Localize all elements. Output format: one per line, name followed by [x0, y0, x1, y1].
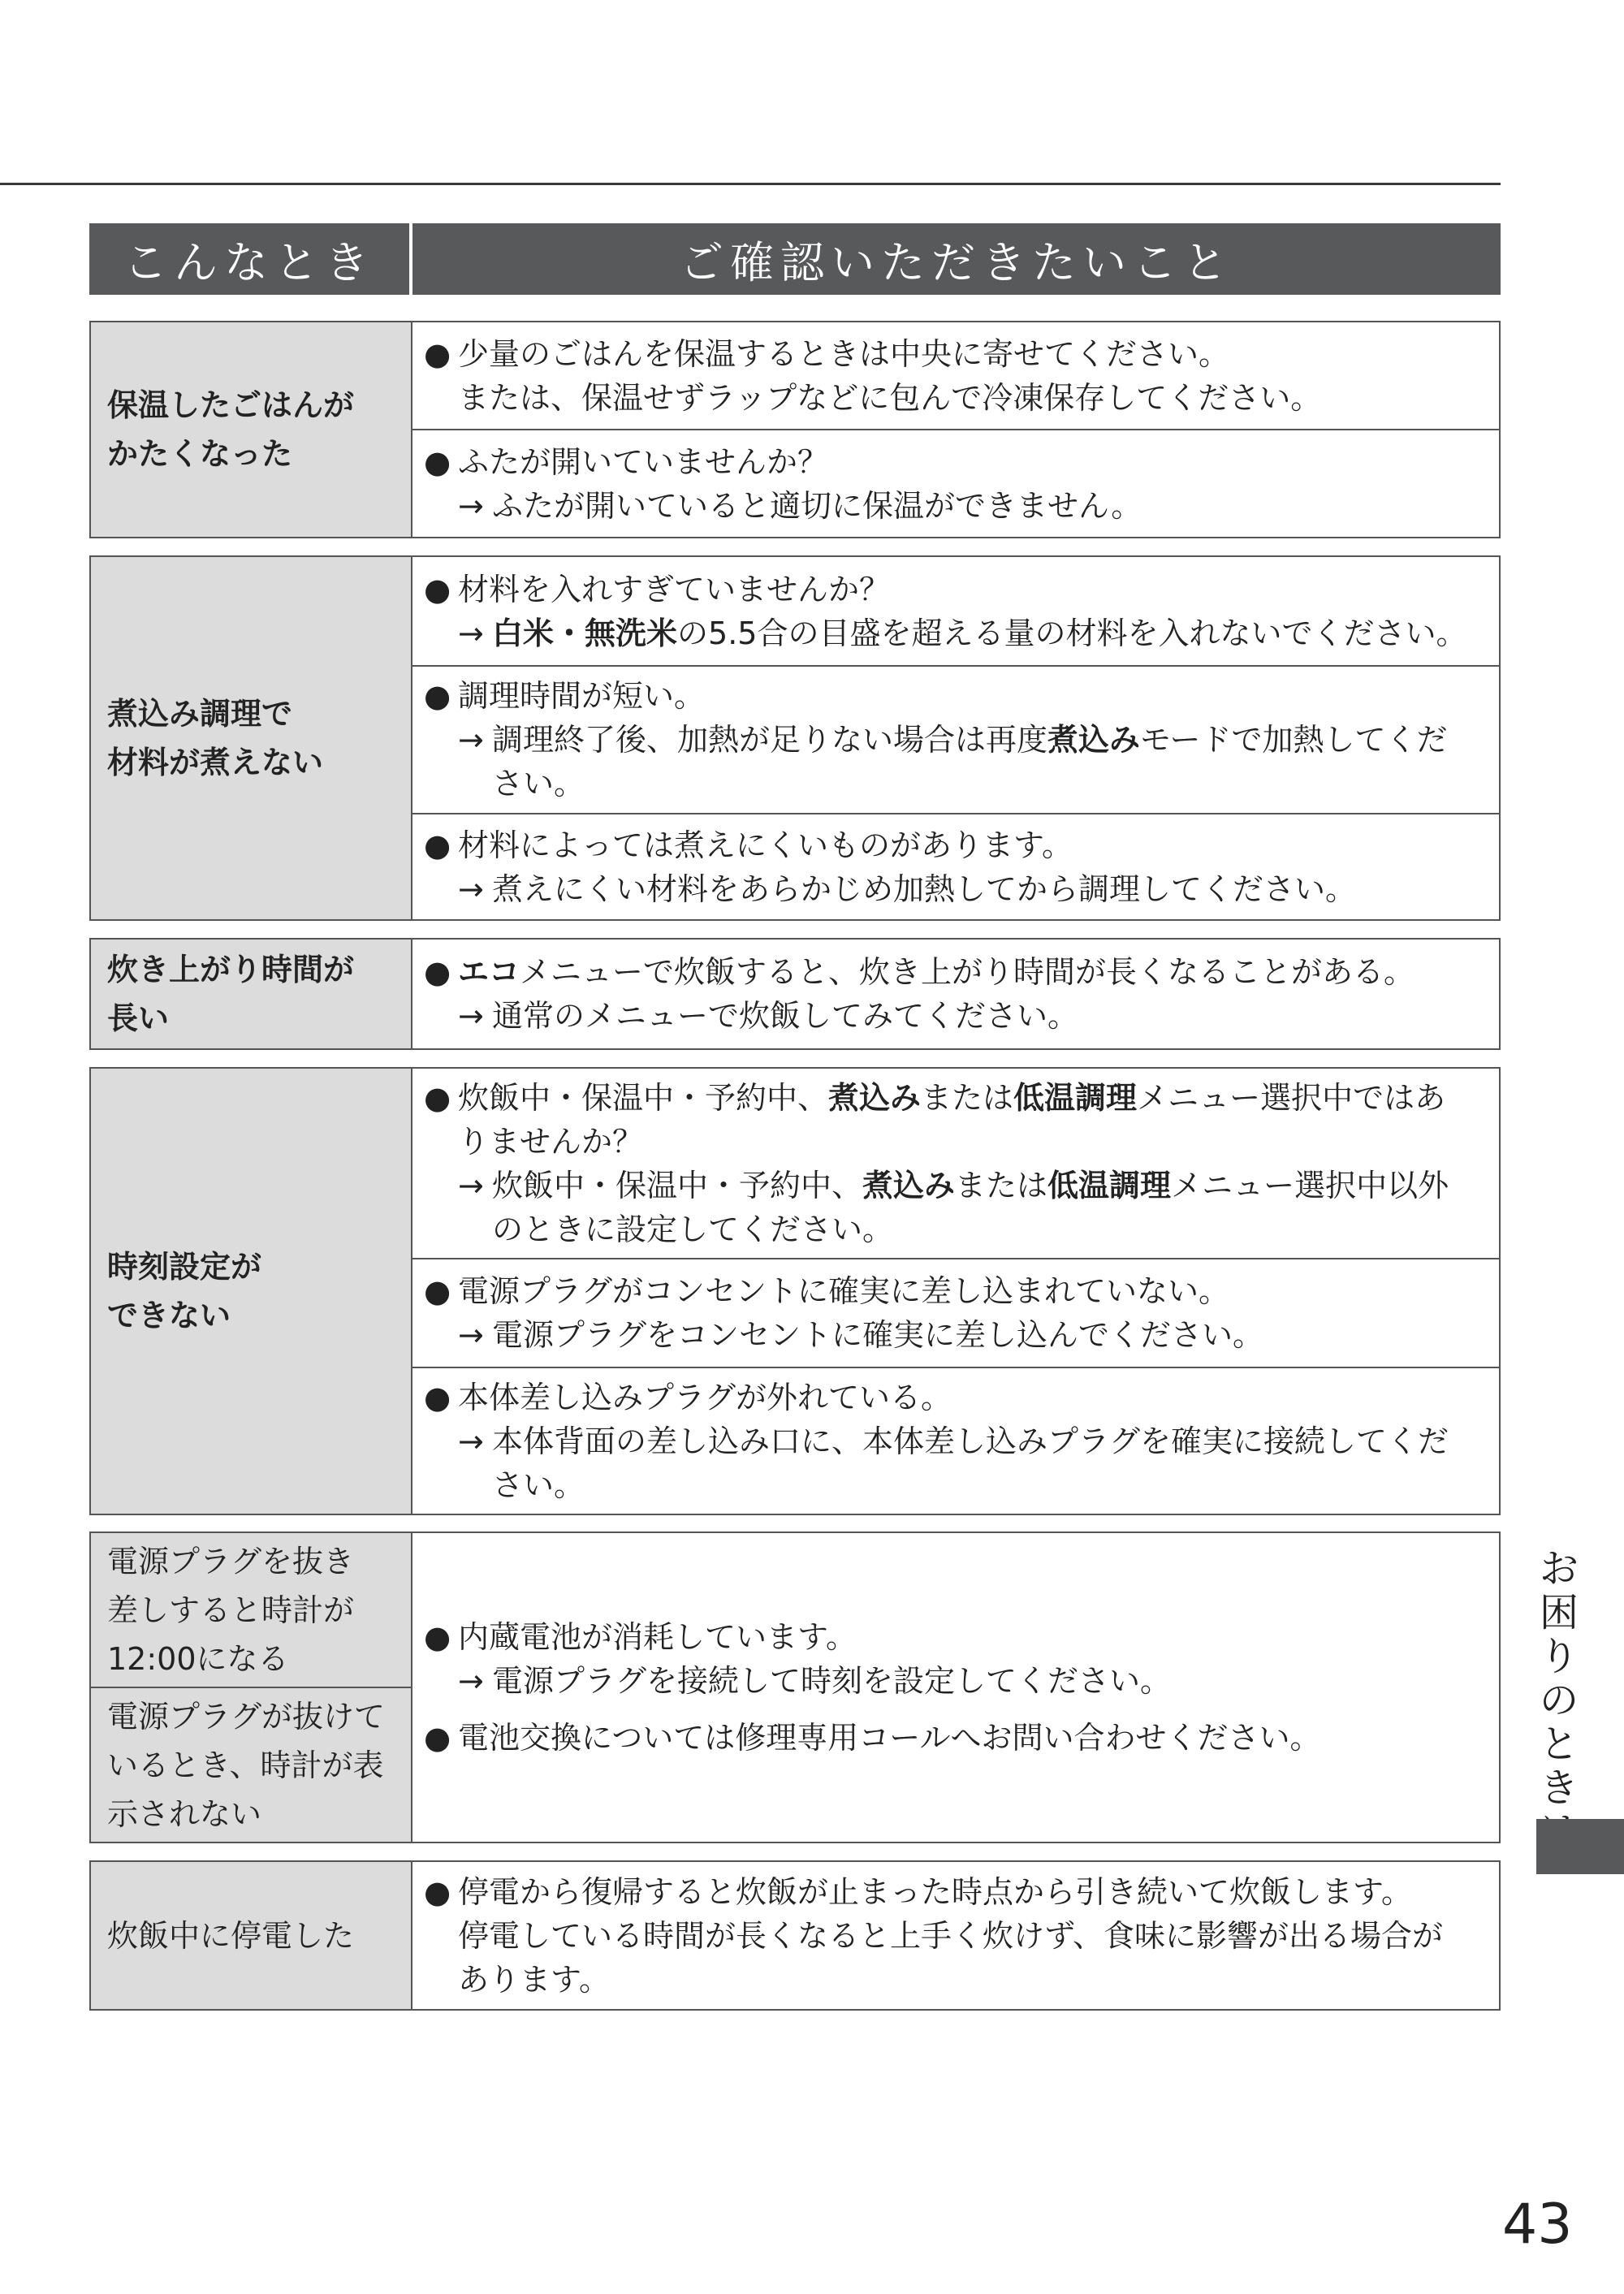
bullet-icon: ●	[424, 335, 451, 372]
bullet-icon: ●	[424, 678, 451, 714]
check-item: ● 電源プラグがコンセントに確実に差し込まれていない。 → 電源プラグをコンセントに確実に差し込んでください。	[412, 1258, 1499, 1367]
check-item: ● 調理時間が短い。 → 調理終了後、加熱が足りない場合は再度煮込みモードで加熱してくだ さい。	[412, 665, 1499, 813]
condition-cell: 炊き上がり時間が 長い	[91, 940, 412, 1048]
check-item: ● 本体差し込みプラグが外れている。 → 本体背面の差し込み口に、本体差し込みプラグを確実に接続してくだ さい。	[412, 1367, 1499, 1514]
row-rice-hardened	[89, 321, 1501, 538]
top-rule	[0, 183, 1501, 185]
section-tab-marker	[1536, 1819, 1624, 1874]
check-item: ● 炊飯中・保温中・予約中、煮込みまたは低温調理メニュー選択中ではあ りませんか？ → 炊飯中・保温中・予約中、煮込みまたは低温調理メニュー選択中以外 のときに設定してください。	[412, 1069, 1499, 1258]
header-condition: こんなとき	[89, 223, 409, 295]
row-clock-reset	[89, 1531, 1501, 1843]
arrow-icon: →	[458, 1317, 484, 1353]
condition-cell: 時刻設定が できない	[91, 1069, 412, 1514]
bullet-icon: ●	[424, 1379, 451, 1415]
row-clock-setting	[89, 1067, 1501, 1515]
bullet-icon: ●	[424, 1273, 451, 1309]
condition-cell: 保温したごはんが かたくなった	[91, 322, 412, 537]
check-item: ● 少量のごはんを保温するときは中央に寄せてください。 または、保温せずラップなどに包んで冷凍保存してください。	[412, 322, 1499, 429]
arrow-icon: →	[458, 871, 484, 907]
arrow-icon: →	[458, 1167, 484, 1203]
bullet-icon: ●	[424, 443, 451, 480]
arrow-icon: →	[458, 722, 484, 758]
check-item: ● エコメニューで炊飯すると、炊き上がり時間が長くなることがある。 → 通常のメニューで炊飯してみてください。	[412, 940, 1499, 1048]
arrow-icon: →	[458, 615, 484, 651]
bullet-icon: ●	[424, 1619, 451, 1655]
row-long-cooking-time	[89, 938, 1501, 1050]
check-item: ● ふたが開いていませんか？ → ふたが開いていると適切に保温ができません。	[412, 429, 1499, 537]
bullet-icon: ●	[424, 571, 451, 607]
check-item: ● 材料によっては煮えにくいものがあります。 → 煮えにくい材料をあらかじめ加熱してから調理してください。	[412, 813, 1499, 919]
condition-cell: 炊飯中に停電した	[91, 1862, 412, 2009]
check-item: ● 停電から復帰すると炊飯が止まった時点から引き続いて炊飯します。 停電している時間が長くなると上手く炊けず、食味に影響が出る場合が あります。	[412, 1862, 1499, 2009]
arrow-icon: →	[458, 1423, 484, 1459]
row-power-outage	[89, 1860, 1501, 2011]
bullet-icon: ●	[424, 1720, 451, 1756]
check-item: ● 内蔵電池が消耗しています。 → 電源プラグを接続して時刻を設定してください。 ● 電池交換については修理専用コールへお問い合わせください。	[412, 1533, 1499, 1842]
bullet-icon: ●	[424, 1873, 451, 1910]
condition-cell	[91, 1533, 412, 1842]
condition-cell: 煮込み調理で 材料が煮えない	[91, 557, 412, 919]
section-side-label: お 困 り の と き	[1539, 1546, 1579, 1811]
arrow-icon: →	[458, 1663, 484, 1699]
arrow-icon: →	[458, 998, 484, 1034]
condition-unplugged-no-display: 電源プラグが抜けて いるとき、時計が表 示されない	[91, 1687, 411, 1842]
row-not-cooked	[89, 555, 1501, 921]
header-checks: ご確認いただきたいこと	[412, 223, 1501, 295]
bullet-icon: ●	[424, 954, 451, 990]
condition-unplug-replug: 電源プラグを抜き 差しすると時計が 12:00になる	[107, 1543, 355, 1677]
bullet-icon: ●	[424, 1079, 451, 1116]
check-item: ● 材料を入れすぎていませんか？ → 白米・無洗米の5.5合の目盛を超える量の材料を入れないでください。	[412, 557, 1499, 665]
page-number: 43	[1502, 2192, 1573, 2257]
bullet-icon: ●	[424, 827, 451, 863]
arrow-icon: →	[458, 487, 484, 524]
